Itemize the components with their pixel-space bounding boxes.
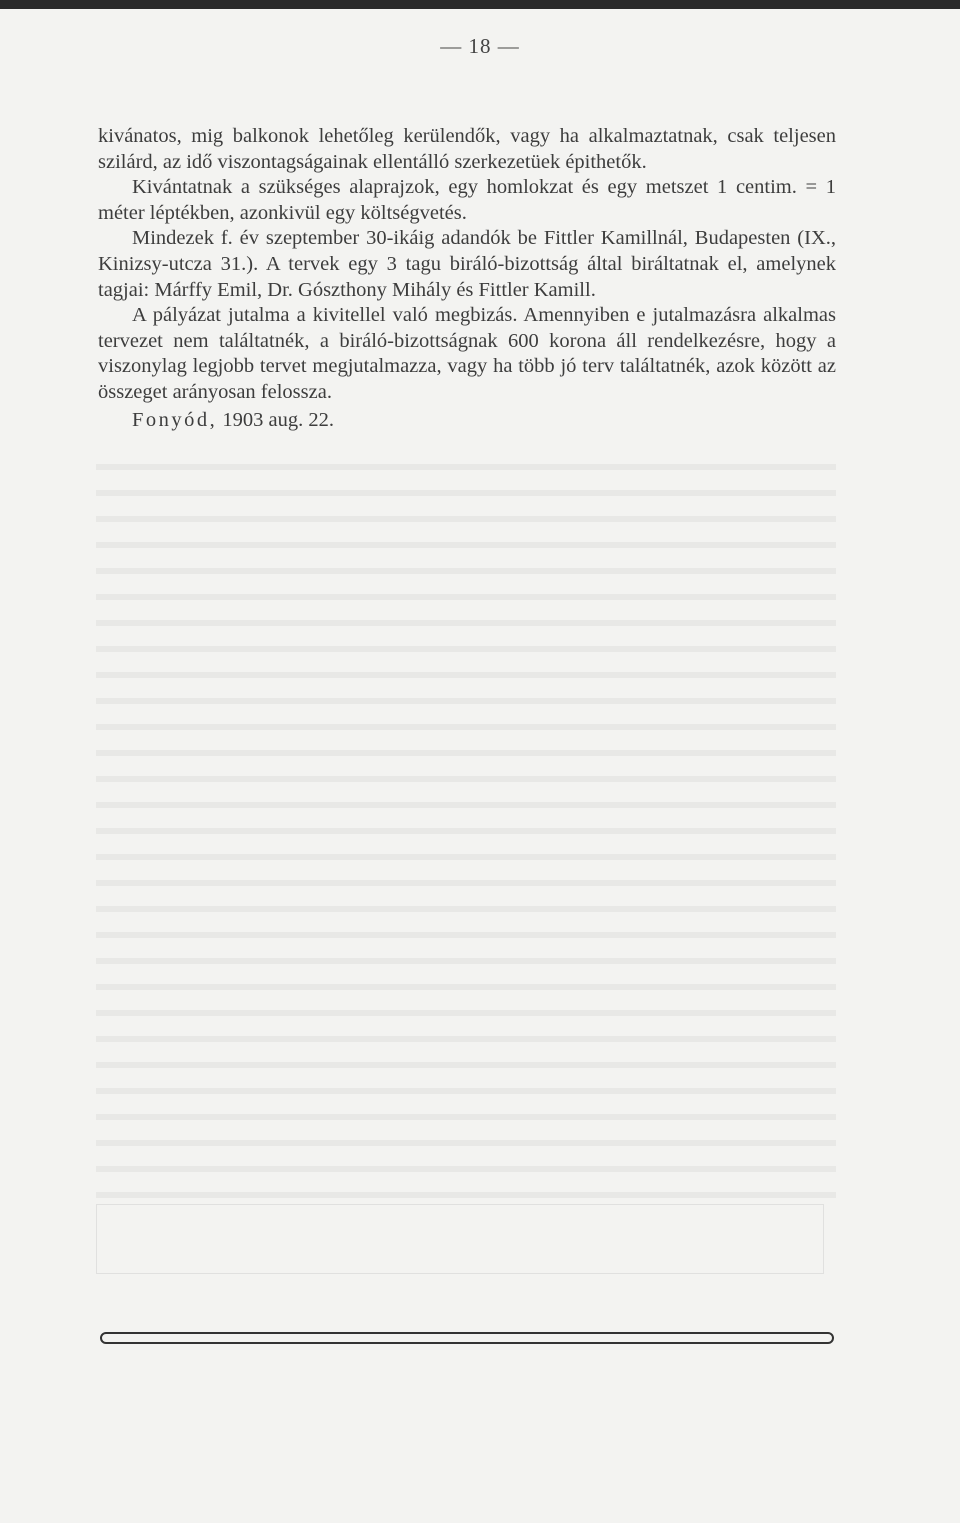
bottom-rule-bar <box>100 1332 834 1344</box>
paragraph-requirements: Kivántatnak a szükséges alaprajzok, egy homlokzat és egy metszet 1 centim. = 1 méter léptékben, azonkivül egy költségvetés. <box>98 176 836 224</box>
bleed-through-texture <box>96 450 836 1210</box>
paragraph-prize: A pályázat jutalma a kivitellel való megbizás. Amennyiben e jutalmazásra alkalmas tervezet nem találtatnék, a biráló-bizottságnak 600 korona áll rendelkezésre, hogy a viszonylag legjobb tervet megjutalmazza, vagy ha több jó terv találtatnék, azok között az összeget arányosan felossza. <box>98 304 836 403</box>
paragraph-submission: Mindezek f. év szeptember 30-ikáig adandók be Fittler Kamillnál, Budapesten (IX., Kinizsy-utcza 31.). A tervek egy 3 tagu biráló-bizottság által biráltatnak el, amelynek tagjai: Márffy Emil, Dr. Gószthony Mihály és Fittler Kamill. <box>98 227 836 301</box>
page-number: — 18 — <box>440 34 520 58</box>
signature-line <box>98 408 836 434</box>
signature-date: 1903 aug. 22. <box>222 408 335 431</box>
body-text <box>98 124 836 433</box>
scan-top-edge <box>0 0 960 9</box>
faded-stamp-area <box>96 1204 824 1274</box>
paragraph-continuation: kivánatos, mig balkonok lehetőleg kerülendők, vagy ha alkalmaztatnak, csak teljesen szilárd, az idő viszontagságainak ellentálló szerkezetüek épithetők. <box>98 125 836 173</box>
signature-place: Fonyód, <box>132 408 218 431</box>
